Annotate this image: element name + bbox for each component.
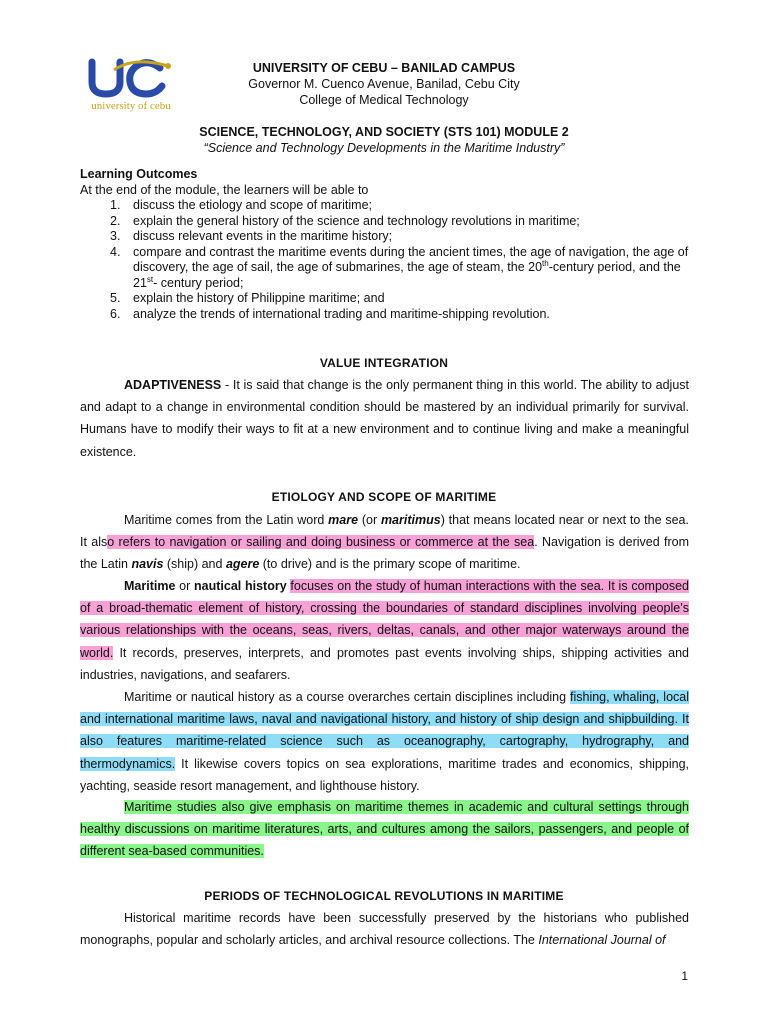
module-title-block [80,124,688,156]
module-subtitle: “Science and Technology Developments in the Maritime Industry” [203,141,565,155]
list-item: 5. explain the history of Philippine maritime; and [110,291,385,305]
value-integration-paragraph: ADAPTIVENESS - It is said that change is the only permanent thing in this world. The ability to adjust and adapt to a change in environmental condition should be mastered by an individual primarily for survival. Humans have to modify their ways to fit at a new environment and to continue living and make a meaningful existence. [80,378,689,459]
list-item: 3. discuss relevant events in the maritime history; [110,229,393,243]
college-name: College of Medical Technology [299,93,469,107]
outcomes-list [80,198,695,322]
list-item: 1. discuss the etiology and scope of maritime; [110,198,373,212]
learning-outcomes-heading: Learning Outcomes [80,167,198,181]
module-title: SCIENCE, TECHNOLOGY, AND SOCIETY (STS 101) MODULE 2 [199,125,569,139]
learning-outcomes-intro: At the end of the module, the learners will be able to [80,182,369,197]
periods-paragraph-1: Historical maritime records have been successfully preserved by the historians who published monographs, popular and scholarly articles, and archival resource collections. The International Journal of [80,911,689,948]
list-item: 6. analyze the trends of international trading and maritime-shipping revolution. [110,306,550,321]
list-item: 4. compare and contrast the maritime events during the ancient times, the age of navigation, the age of discovery, the age of sail, the age of submarines, the age of steam, the 20th-century period, and the 21st- century period; [110,244,689,290]
etiology-paragraph-2: Maritime or nautical history focuses on the study of human interactions with the sea. It is composed of a broad-thematic element of history, crossing the boundaries of standard disciplines involving people’s various relationships with the oceans, seas, rivers, deltas, canals, and other major waterways around the world. It records, preserves, interprets, and promotes past events involving ships, shipping activities and industries, navigations, and seafarers. [80,579,689,682]
periods-heading: PERIODS OF TECHNOLOGICAL REVOLUTIONS IN MARITIME [204,889,564,903]
etiology-paragraph-4: Maritime studies also give emphasis on maritime themes in academic and cultural settings through healthy discussions on maritime literatures, arts, and cultures among the sailors, passengers, and people of different sea-based communities. [80,800,689,859]
page-number: 1 [681,969,688,983]
university-name: UNIVERSITY OF CEBU – BANILAD CAMPUS [252,61,516,75]
document-header [100,60,668,108]
logo-tagline: university of cebu [91,100,171,112]
etiology-paragraph-1: Maritime comes from the Latin word mare (or maritimus) that means located near or next to the sea. It also refers to navigation or sailing and doing business or commerce at the sea. Navigation is derived from the Latin navis (ship) and agere (to drive) and is the primary scope of maritime. [80,513,689,572]
list-item: 2. explain the general history of the science and technology revolutions in maritime; [110,213,580,228]
campus-address: Governor M. Cuenco Avenue, Banilad, Cebu City [248,77,520,91]
etiology-paragraph-3: Maritime or nautical history as a course overarches certain disciplines including fishing, whaling, local and international maritime laws, naval and navigational history, and history of ship design and shipbuilding. It also features maritime-related science such as oceanography, cartography, hydrography, and thermodynamics. It likewise covers topics on sea explorations, maritime trades and economics, shipping, yachting, seaside resort management, and lighthouse history. [80,690,689,793]
value-integration-heading: VALUE INTEGRATION [319,356,449,370]
learning-outcomes [80,167,695,322]
etiology-heading: ETIOLOGY AND SCOPE OF MARITIME [271,490,497,504]
